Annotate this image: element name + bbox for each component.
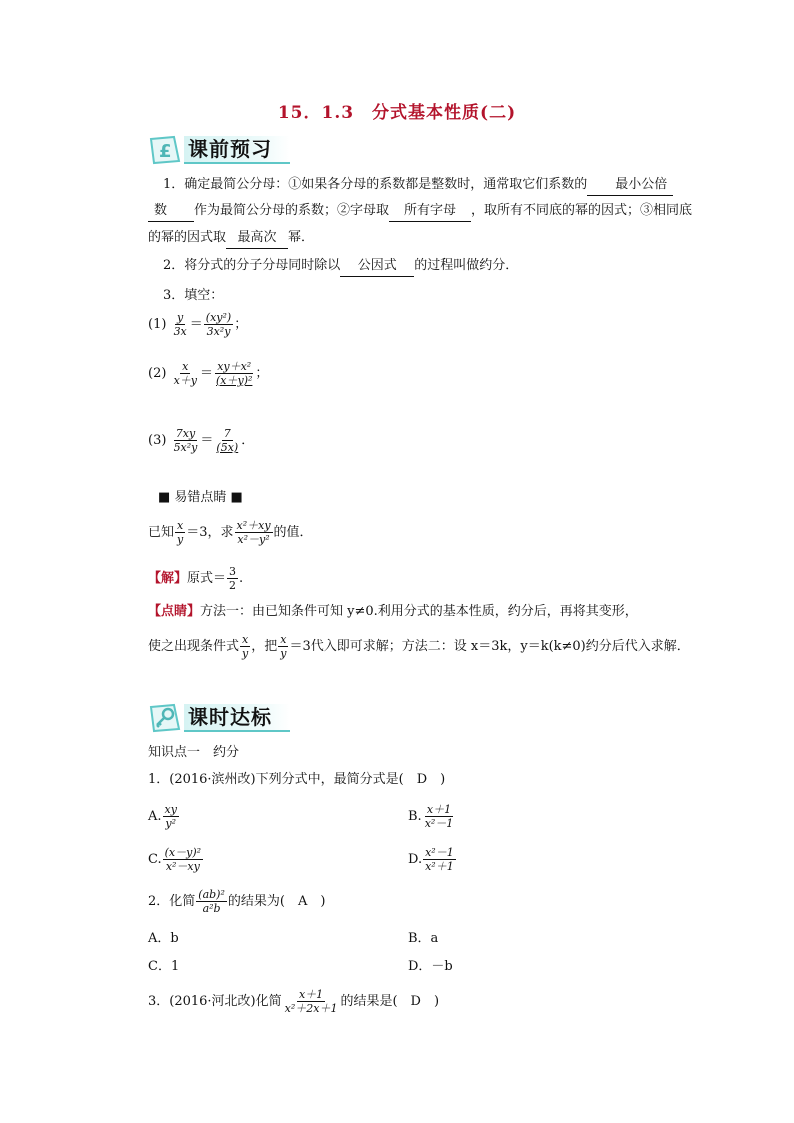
- problem-2-option-d: D．－b: [408, 959, 453, 974]
- q2-fill: 公因式: [340, 256, 414, 277]
- problem-1-option-d: D. $\frac{\text{x²－1}}{\text{x²＋1}}$: [408, 846, 454, 873]
- fill-item-2-right-fraction: $\frac{\text{xy＋x²}}{\text{(x＋y)²}}$: [216, 360, 253, 387]
- known-fraction-1: $\frac{x}{y}$: [177, 519, 184, 546]
- problem-2-option-b: B．a: [408, 931, 439, 946]
- section-practice-title: 课时达标: [184, 704, 290, 732]
- fill-item-1: (1) $\frac{y}{3x}$ ＝ $\frac{\text{(xy²)}}{\text{3x²y}}$ ；: [148, 311, 248, 338]
- problem-1-option-a: A. $\frac{xy}{\text{y²}}$: [148, 803, 177, 830]
- fill-item-1-index: (1): [148, 317, 167, 332]
- q1-text-e: ，取所有不同底的幂的因式；③相同底: [471, 203, 693, 218]
- tip-label: 【点睛】: [148, 604, 201, 619]
- q1-text-a: 1．确定最简公分母：①如果各分母的系数都是整数时，通常取它们系数的: [163, 177, 588, 192]
- fill-item-1-right-fraction: $\frac{\text{(xy²)}}{\text{3x²y}}$: [205, 311, 232, 338]
- solution-fraction: $\frac{3}{2}$: [229, 565, 237, 592]
- problem-1-option-c: C. $\frac{\text{(x－y)²}}{\text{x²－xy}}$: [148, 846, 202, 873]
- problem-2-option-a: A．b: [148, 931, 179, 946]
- pound-badge-icon: [148, 135, 182, 165]
- fill-item-3-right-fraction: $\frac{7}{(5x)}$: [216, 427, 239, 454]
- section-preview-title: 课前预习: [184, 136, 290, 164]
- q3-label: 3．填空：: [163, 288, 224, 303]
- q1-text-c: 作为最简公分母的系数；②字母取: [194, 203, 390, 218]
- q1-fill-2: 所有字母: [389, 201, 471, 222]
- q1-fill-1-cont: 数: [148, 201, 194, 222]
- known-condition: 已知 $\frac{x}{y}$ ＝3，求 $\frac{\text{x²＋xy}}{\text{x²－y²}}$ 的值．: [148, 519, 313, 546]
- problem-3-question: 3．(2016·河北改)化简 $\frac{x+1}{\text{x²＋2x＋1}}$ 的结果是( D ): [148, 988, 440, 1015]
- q1-fill-1: 最小公倍: [587, 175, 673, 196]
- knowledge-point-1: 知识点一 约分: [148, 745, 240, 760]
- solution-label: 【解】: [148, 571, 188, 586]
- tip-fraction-2: $\frac{x}{y}$: [280, 633, 287, 660]
- problem-1-option-b: B. $\frac{x+1}{\text{x²－1}}$: [408, 803, 454, 830]
- fill-item-3-left-fraction: $\frac{7xy}{\text{5x²y}}$: [173, 427, 198, 454]
- page-title: 15．1.3 分式基本性质(二): [277, 103, 517, 123]
- key-badge-icon: [148, 703, 182, 733]
- problem-1-question: 1．(2016·滨州改)下列分式中，最简分式是( D ): [148, 772, 446, 787]
- known-fraction-2: $\frac{\text{x²＋xy}}{\text{x²－y²}}$: [236, 519, 271, 546]
- section-preview-header: [148, 132, 290, 168]
- tip-fraction-1: $\frac{x}{y}$: [242, 633, 249, 660]
- q2-line: [163, 256, 518, 277]
- q2-text-a: 2．将分式的分子分母同时除以: [163, 258, 341, 273]
- q1-line2: [148, 201, 692, 222]
- q1-line3: [148, 228, 314, 249]
- tip-line2: 使之出现条件式 $\frac{x}{y}$ ，把 $\frac{x}{y}$ ＝3代入即可求解；方法二：设 x＝3k，y＝k(k≠0)约分后代入求解．: [148, 633, 690, 660]
- fill-item-2-left-fraction: $\frac{x}{x+y}$: [173, 360, 197, 387]
- section-practice-header: [148, 700, 290, 736]
- problem-2-question: 2．化简 $\frac{\text{(ab)²}}{\text{a²b}}$ 的结果为( A ): [148, 888, 326, 915]
- q1-fill-3: 最高次: [226, 228, 288, 249]
- svg-text:£: £: [159, 141, 172, 162]
- tip-line1: 【点睛】方法一：由已知条件可知 y≠0.利用分式的基本性质，约分后，再将其变形，: [148, 604, 638, 619]
- fill-item-3: (3) $\frac{7xy}{\text{5x²y}}$ ＝ $\frac{7}{(5x)}$ ．: [148, 427, 255, 454]
- fill-item-2: (2) $\frac{x}{x+y}$ ＝ $\frac{\text{xy＋x²}}{\text{(x＋y)²}}$ ；: [148, 360, 269, 387]
- error-prone-label: ■ 易错点睛 ■: [158, 490, 243, 505]
- q1-text-h: 幂．: [288, 230, 315, 245]
- fill-item-3-index: (3): [148, 433, 167, 448]
- q2-text-c: 的过程叫做约分．: [414, 258, 519, 273]
- solution-line: 【解】原式＝ $\frac{3}{2}$ .: [148, 565, 244, 592]
- problem-2-option-c: C．1: [148, 959, 180, 974]
- q1-text-f: 的幂的因式取: [148, 230, 227, 245]
- q1-line1: [163, 175, 673, 196]
- fill-item-2-index: (2): [148, 366, 167, 381]
- fill-item-1-left-fraction: $\frac{y}{3x}$: [173, 311, 187, 338]
